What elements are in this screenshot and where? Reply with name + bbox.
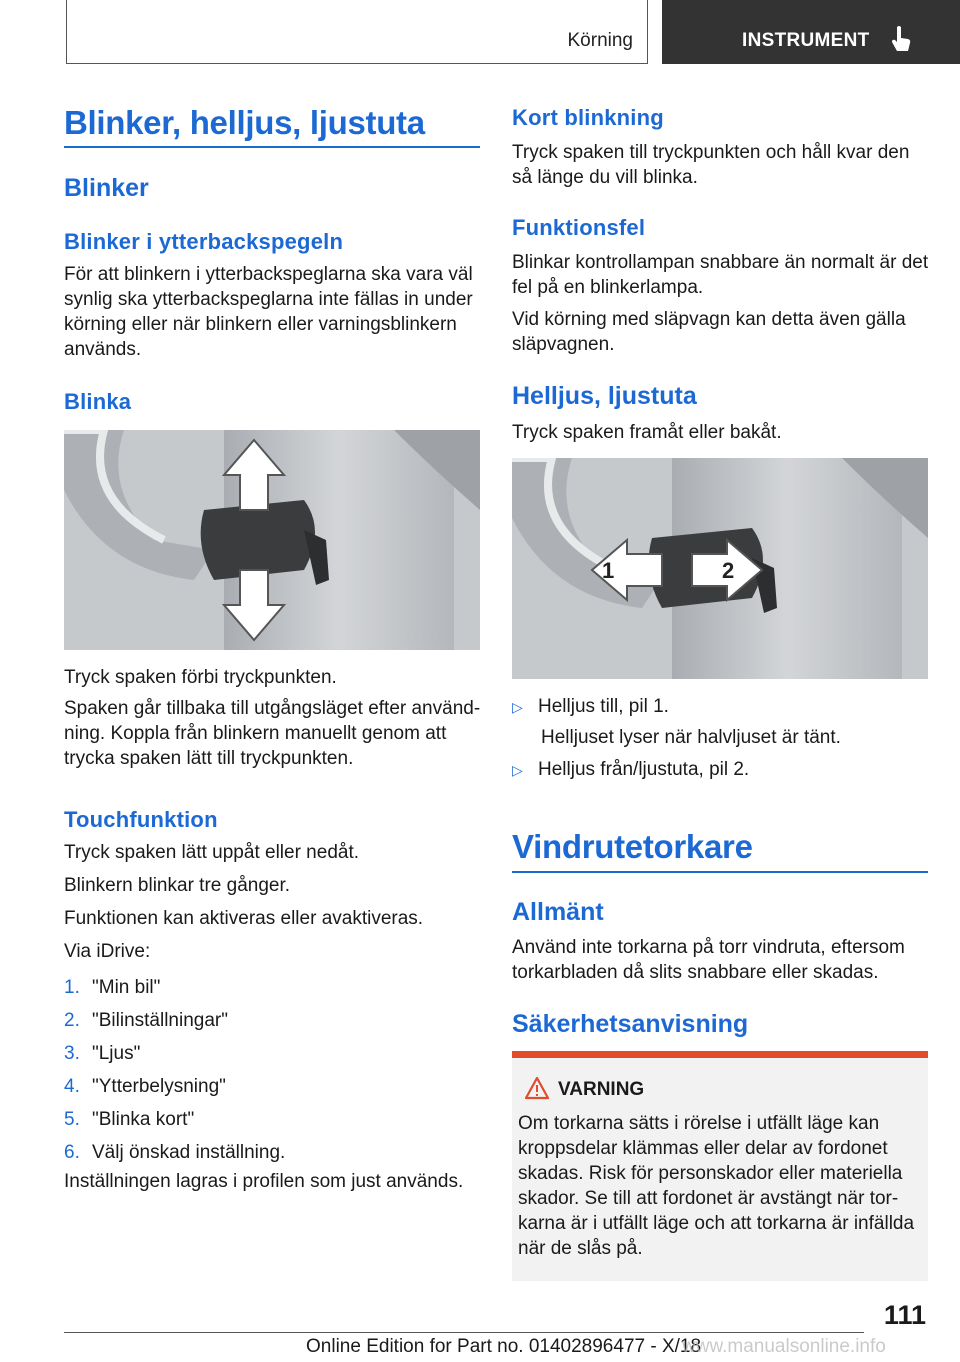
warning-label: VARNING xyxy=(558,1079,645,1100)
list-item xyxy=(64,1041,285,1074)
step-number: 3. xyxy=(64,1043,80,1064)
step-number: 4. xyxy=(64,1076,80,1097)
bullet-item xyxy=(512,694,669,720)
text-line: torkarbladen då slits snabbare eller skadas. xyxy=(512,962,879,983)
step-text: "Bilinställningar" xyxy=(92,1010,228,1031)
bullet-text: Helljus från/ljustuta, pil 2. xyxy=(538,759,750,780)
text-line: Tryck spaken till tryckpunkten och håll kvar den xyxy=(512,142,910,163)
heading-kort: Kort blinkning xyxy=(512,105,664,130)
stalk-illustration xyxy=(512,458,928,679)
section-tab-label: Körning xyxy=(567,30,633,51)
hand-pointer-icon xyxy=(890,25,912,53)
list-item xyxy=(64,975,285,1008)
bullet-text: Helljus till, pil 1. xyxy=(538,696,669,717)
fel-p1 xyxy=(512,250,932,300)
mirror-paragraph xyxy=(64,262,484,362)
heading-allmant: Allmänt xyxy=(512,898,604,926)
stalk-forward-back-image xyxy=(512,458,928,679)
warning-box xyxy=(512,1051,928,1281)
stalk-up-down-image xyxy=(64,430,480,650)
step-text: "Min bil" xyxy=(92,977,161,998)
heading-blinka: Blinka xyxy=(64,389,132,414)
text-line: skadas. Risk för personskador eller materiella xyxy=(518,1163,903,1184)
text-line: används. xyxy=(64,339,142,360)
text-line: Använd inte torkarna på torr vindruta, eftersom xyxy=(512,937,905,958)
footer-rule xyxy=(64,1332,864,1333)
bullet-sub: Helljuset lyser när halvljuset är tänt. xyxy=(541,727,841,748)
heading-touch: Touchfunktion xyxy=(64,807,218,832)
touch-p1: Tryck spaken lätt uppåt eller nedåt. xyxy=(64,842,360,863)
text-line: ning. Koppla från blinkern manuellt genom att xyxy=(64,723,447,744)
text-line: Blinkar kontrollampan snabbare än normalt är det xyxy=(512,252,929,273)
text-line: kroppsdelar klämmas eller delar av fordonet xyxy=(518,1138,888,1159)
warning-text xyxy=(518,1111,928,1261)
text-line: skador. Se till att fordonet är avstängt när tor- xyxy=(518,1188,899,1209)
step-number: 1. xyxy=(64,977,80,998)
heading-blinker: Blinker xyxy=(64,174,149,202)
chapter-tab xyxy=(662,0,960,64)
helljus-paragraph: Tryck spaken framåt eller bakåt. xyxy=(512,422,782,443)
heading-safety: Säkerhetsanvisning xyxy=(512,1010,749,1038)
text-line: fel på en blinkerlampa. xyxy=(512,277,704,298)
list-item xyxy=(64,1008,285,1041)
bullet-item xyxy=(512,757,749,783)
step-number: 2. xyxy=(64,1010,80,1031)
wiper-rule xyxy=(512,871,928,873)
arrow-label-1: 1 xyxy=(602,558,615,583)
warning-triangle-icon xyxy=(524,1076,550,1100)
touch-p4: Via iDrive: xyxy=(64,941,151,962)
chapter-tab-label: INSTRUMENT xyxy=(742,30,870,51)
kort-paragraph xyxy=(512,140,932,190)
text-line: så länge du vill blinka. xyxy=(512,167,698,188)
text-line: För att blinkern i ytterbackspeglarna ska vara väl xyxy=(64,264,473,285)
heading-fel: Funktionsfel xyxy=(512,215,646,240)
step-number: 5. xyxy=(64,1109,80,1130)
allmant-paragraph xyxy=(512,935,932,985)
text-line: Vid körning med släpvagn kan detta även gälla xyxy=(512,309,906,330)
text-line: karna är i utfällt läge och att torkarna är infällda xyxy=(518,1213,915,1234)
list-item xyxy=(64,1107,285,1140)
text-line: körning eller när blinkern eller varningsblinkern xyxy=(64,314,457,335)
list-item xyxy=(64,1074,285,1107)
step-text: "Ljus" xyxy=(92,1043,141,1064)
warning-bar xyxy=(512,1051,928,1058)
idrive-steps-list xyxy=(64,975,285,1173)
step-text: "Ytterbelysning" xyxy=(92,1076,226,1097)
stalk-illustration xyxy=(64,430,480,650)
title-rule xyxy=(64,146,480,148)
text-line: trycka spaken lätt till tryckpunkten. xyxy=(64,748,354,769)
section-tab xyxy=(66,0,648,64)
heading-mirror: Blinker i ytterbackspegeln xyxy=(64,229,344,254)
text-line: synlig ska ytterbackspeglarna inte fällas in under xyxy=(64,289,473,310)
heading-wiper: Vindrutetorkare xyxy=(512,828,753,865)
text-line: när de slås på. xyxy=(518,1238,643,1259)
bullet-arrow-icon: ▷ xyxy=(512,762,523,778)
step-number: 6. xyxy=(64,1142,80,1163)
step-text: Välj önskad inställning. xyxy=(92,1142,286,1163)
footer-edition: Online Edition for Part no. 01402896477 - X/18 xyxy=(306,1336,702,1357)
fel-p2 xyxy=(512,307,932,357)
text-line: Spaken går tillbaka till utgångsläget efter använd- xyxy=(64,698,481,719)
heading-helljus: Helljus, ljustuta xyxy=(512,382,697,410)
watermark: www.manualsonline.info xyxy=(682,1336,886,1357)
text-line: släpvagnen. xyxy=(512,334,615,355)
blinka-p2 xyxy=(64,696,484,771)
touch-p3: Funktionen kan aktiveras eller avaktiveras. xyxy=(64,908,424,929)
text-line: Om torkarna sätts i rörelse i utfällt läge kan xyxy=(518,1113,880,1134)
bullet-arrow-icon: ▷ xyxy=(512,699,523,715)
touch-p5: Inställningen lagras i profilen som just används. xyxy=(64,1171,464,1192)
step-text: "Blinka kort" xyxy=(92,1109,195,1130)
arrow-label-2: 2 xyxy=(722,558,735,583)
page-number: 111 xyxy=(883,1300,926,1330)
touch-p2: Blinkern blinkar tre gånger. xyxy=(64,875,291,896)
blinka-p1: Tryck spaken förbi tryckpunkten. xyxy=(64,667,337,688)
page-title: Blinker, helljus, ljustuta xyxy=(64,104,425,141)
